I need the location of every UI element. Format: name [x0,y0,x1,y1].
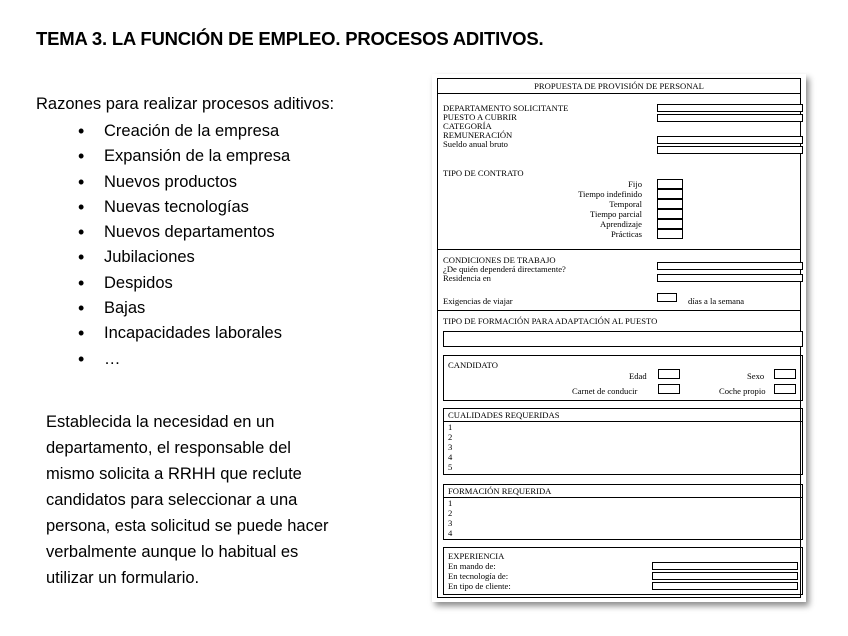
salary-field[interactable] [657,146,803,154]
paragraph-line: Establecida la necesidad en un [46,413,275,431]
residence-field[interactable] [657,274,803,282]
contract-option-label: Fijo [628,179,642,189]
qualities-title-bar [444,409,802,422]
contract-checkbox[interactable] [657,229,683,239]
contract-checkbox[interactable] [657,209,683,219]
paragraph-line: departamento, el responsable del [46,439,291,457]
qualities-section [443,408,803,475]
form-frame [437,78,801,598]
experience-section [443,547,803,595]
training-heading: FORMACIÓN REQUERIDA [448,486,552,496]
license-field[interactable] [658,384,680,394]
quality-item: 2 [448,432,453,442]
list-item: • Nuevos productos [78,170,290,195]
position-label: PUESTO A CUBRIR [443,112,517,122]
training-item: 2 [448,508,453,518]
list-item: • Incapacidades laborales [78,321,290,346]
supervisor-field[interactable] [657,262,803,270]
list-item: • Nuevos departamentos [78,220,290,245]
remuneration-field[interactable] [657,136,803,144]
list-item: • Bajas [78,296,290,321]
personnel-request-form-image [432,74,806,602]
remuneration-label: REMUNERACIÓN [443,130,513,140]
training-item: 3 [448,518,453,528]
dept-label: DEPARTAMENTO SOLICITANTE [443,103,569,113]
slide-title: TEMA 3. LA FUNCIÓN DE EMPLEO. PROCESOS ADITIVOS. [36,28,544,49]
training-item: 4 [448,528,453,538]
contract-option-label: Tiempo parcial [590,209,642,219]
quality-item: 3 [448,442,453,452]
contract-option-label: Temporal [609,199,642,209]
category-label: CATEGORÍA [443,121,492,131]
sex-label: Sexo [747,371,765,381]
experience-label: En tipo de cliente: [448,581,511,591]
salary-label: Sueldo anual bruto [443,139,508,149]
training-item: 1 [448,498,453,508]
quality-item: 4 [448,452,453,462]
contract-checkbox[interactable] [657,179,683,189]
list-item: • Creación de la empresa [78,119,290,144]
paragraph-line: verbalmente aunque lo habitual es [46,543,299,561]
candidate-heading: CANDIDATO [448,360,498,370]
list-item: • Despidos [78,271,290,296]
residence-label: Residencia en [443,273,491,283]
position-field[interactable] [657,114,803,122]
paragraph-line: persona, esta solicitud se puede hacer [46,517,329,535]
training-section [443,484,803,540]
reasons-list [78,119,290,372]
explanation-paragraph [46,409,386,591]
paragraph-line: mismo solicita a RRHH que reclute [46,465,302,483]
training-adapt-field[interactable] [443,331,803,347]
reasons-heading: Razones para realizar procesos aditivos: [36,95,335,113]
experience-label: En mando de: [448,561,496,571]
age-field[interactable] [658,369,680,379]
experience-field[interactable] [652,562,798,570]
experience-heading: EXPERIENCIA [448,551,505,561]
age-label: Edad [629,371,647,381]
contract-option-label: Aprendizaje [600,219,642,229]
contract-checkbox[interactable] [657,219,683,229]
sex-field[interactable] [774,369,796,379]
divider [438,249,800,250]
experience-field[interactable] [652,582,798,590]
list-item: • Nuevas tecnologías [78,195,290,220]
contract-option-label: Prácticas [610,229,642,239]
training-title-bar [444,485,802,498]
contract-checkbox[interactable] [657,189,683,199]
quality-item: 1 [448,422,453,432]
list-item: • … [78,347,290,372]
qualities-heading: CUALIDADES REQUERIDAS [448,410,560,420]
conditions-heading: CONDICIONES DE TRABAJO [443,255,556,265]
car-label: Coche propio [719,386,766,396]
car-field[interactable] [774,384,796,394]
list-item: • Jubilaciones [78,245,290,270]
travel-days-field[interactable] [657,293,677,302]
candidate-section [443,355,803,401]
experience-label: En tecnología de: [448,571,509,581]
contract-checkbox[interactable] [657,199,683,209]
paragraph-line: candidatos para seleccionar a una [46,491,298,509]
contract-heading: TIPO DE CONTRATO [443,168,524,178]
license-label: Carnet de conducir [572,386,638,396]
list-item: • Expansión de la empresa [78,144,290,169]
travel-suffix: días a la semana [688,296,745,306]
form-title: PROPUESTA DE PROVISIÓN DE PERSONAL [438,79,800,94]
dept-field[interactable] [657,104,803,112]
divider [438,310,800,311]
quality-item: 5 [448,462,453,472]
paragraph-line: utilizar un formulario. [46,569,200,587]
experience-field[interactable] [652,572,798,580]
travel-label: Exigencias de viajar [443,296,513,306]
training-adapt-heading: TIPO DE FORMACIÓN PARA ADAPTACIÓN AL PUESTO [443,316,658,326]
contract-option-label: Tiempo indefinido [578,189,642,199]
supervisor-question: ¿De quién dependerá directamente? [443,264,566,274]
